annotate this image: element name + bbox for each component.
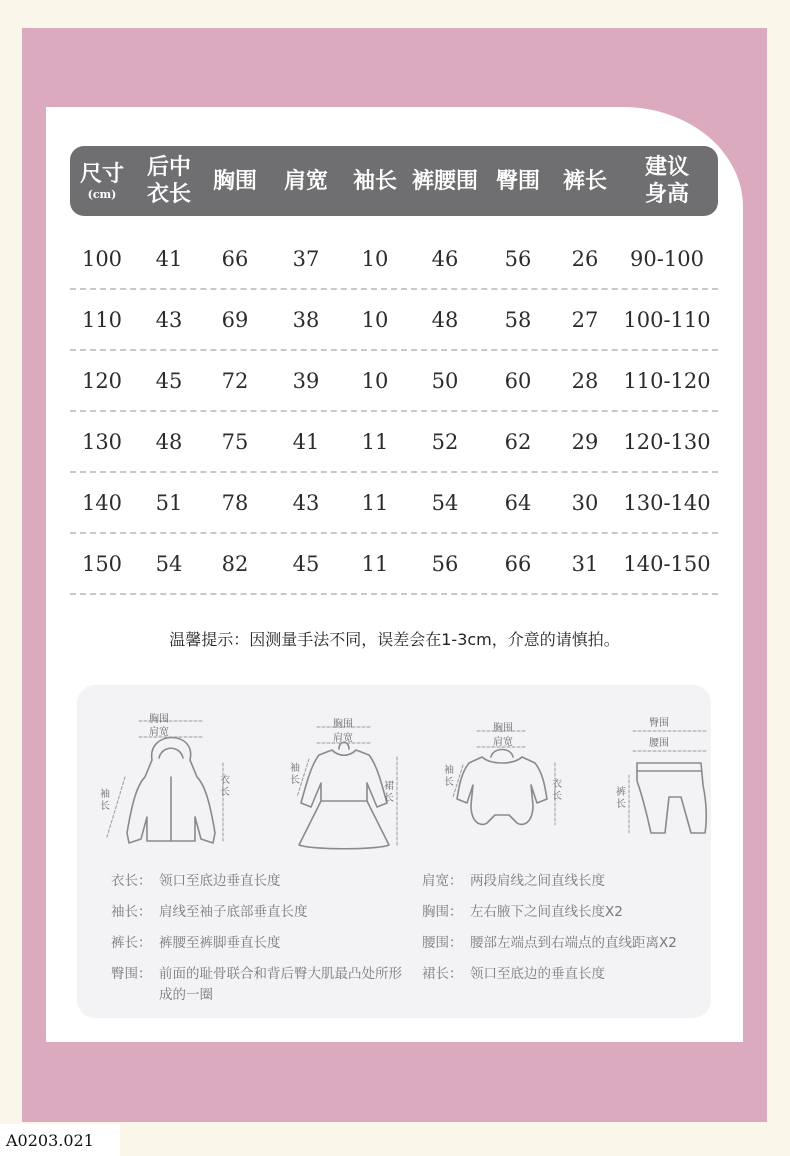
definition-key: 裤长： — [111, 935, 152, 951]
jacket-chest-label: 胸围 — [149, 714, 169, 725]
measurement-guide — [77, 685, 711, 1018]
table-cell: 66 — [221, 246, 249, 271]
table-cell: 11 — [361, 490, 389, 515]
definition-item — [422, 933, 712, 954]
jacket-length-label: 衣长 — [220, 775, 230, 798]
table-cell: 78 — [221, 490, 249, 515]
table-cell: 140 — [81, 490, 123, 515]
table-cell: 100-110 — [623, 307, 711, 332]
table-cell: 39 — [292, 368, 320, 393]
pants-waist-label: 腰围 — [649, 738, 669, 749]
table-cell: 29 — [571, 429, 599, 454]
jacket-sleeve-label: 袖长 — [100, 789, 110, 812]
table-cell: 52 — [431, 429, 459, 454]
table-cell: 10 — [361, 307, 389, 332]
header-size — [64, 146, 140, 216]
table-cell: 58 — [504, 307, 532, 332]
definition-value: 领口至底边的垂直长度 — [470, 966, 605, 982]
header-label: 胸围 — [212, 168, 257, 194]
table-cell: 26 — [571, 246, 599, 271]
definition-key: 衣长： — [111, 873, 152, 889]
table-cell: 31 — [571, 551, 599, 576]
definition-item — [422, 964, 712, 985]
pants-length-label: 裤长 — [616, 787, 626, 810]
header-shoulder — [268, 146, 344, 216]
definition-item — [111, 964, 411, 1006]
romper-sleeve-label: 袖长 — [444, 765, 454, 788]
definition-value: 腰部左端点到右端点的直线距离X2 — [470, 935, 677, 951]
table-cell: 150 — [81, 551, 123, 576]
table-cell: 130 — [81, 429, 123, 454]
definition-key: 臀围： — [111, 966, 152, 982]
table-cell: 54 — [155, 551, 183, 576]
romper-shoulder-label: 肩宽 — [493, 737, 513, 748]
dress-sleeve-label: 袖长 — [290, 763, 300, 786]
definition-value: 两段肩线之间直线长度 — [470, 873, 605, 889]
header-label: 裤长 — [562, 168, 607, 194]
table-cell: 110-120 — [623, 368, 711, 393]
table-cell: 37 — [292, 246, 320, 271]
table-header — [70, 146, 718, 216]
table-cell: 45 — [292, 551, 320, 576]
table-cell: 64 — [504, 490, 532, 515]
definition-item — [422, 871, 712, 892]
table-cell: 54 — [431, 490, 459, 515]
definitions-right — [422, 871, 712, 995]
definition-key: 袖长： — [111, 904, 152, 920]
definition-value: 前面的耻骨联合和背后臀大肌最凸处所形成的一圈 — [159, 966, 402, 1003]
header-back-length — [131, 146, 207, 216]
definition-item — [422, 902, 712, 923]
header-pants-waist — [403, 146, 487, 216]
table-cell: 41 — [292, 429, 320, 454]
pants-hip-label: 臀围 — [649, 718, 669, 729]
size-chart-card — [46, 107, 743, 1042]
table-row — [70, 534, 718, 595]
table-row — [70, 351, 718, 412]
table-cell: 75 — [221, 429, 249, 454]
product-code: A0203.021 — [0, 1124, 120, 1156]
table-cell: 45 — [155, 368, 183, 393]
table-cell: 51 — [155, 490, 183, 515]
table-cell: 41 — [155, 246, 183, 271]
table-row — [70, 290, 718, 351]
header-label: 肩宽 — [283, 168, 328, 194]
table-cell: 140-150 — [623, 551, 711, 576]
dress-chest-label: 胸围 — [333, 719, 353, 730]
jacket-illustration — [127, 738, 215, 844]
table-cell: 100 — [81, 246, 123, 271]
table-cell: 11 — [361, 429, 389, 454]
definition-key: 腰围： — [422, 935, 463, 951]
table-cell: 10 — [361, 368, 389, 393]
table-cell: 90-100 — [630, 246, 704, 271]
header-label: 衣长 — [146, 182, 191, 207]
definition-value: 左右腋下之间直线长度X2 — [470, 904, 623, 920]
header-size-label: 尺寸 — [79, 161, 124, 187]
header-label: 建议 — [644, 155, 689, 180]
table-cell: 130-140 — [623, 490, 711, 515]
table-cell: 28 — [571, 368, 599, 393]
header-label: 臀围 — [495, 168, 540, 194]
table-row — [70, 412, 718, 473]
table-cell: 43 — [292, 490, 320, 515]
header-label: 裤腰围 — [411, 168, 478, 194]
table-cell: 30 — [571, 490, 599, 515]
table-cell: 56 — [431, 551, 459, 576]
table-cell: 50 — [431, 368, 459, 393]
dress-illustration — [299, 742, 389, 849]
table-cell: 60 — [504, 368, 532, 393]
definition-value: 肩线至袖子底部垂直长度 — [159, 904, 308, 920]
definition-item — [111, 871, 411, 892]
definition-item — [111, 933, 411, 954]
romper-length-label: 衣长 — [552, 779, 562, 802]
table-cell: 56 — [504, 246, 532, 271]
header-sleeve — [337, 146, 413, 216]
table-cell: 48 — [155, 429, 183, 454]
header-chest — [197, 146, 273, 216]
definition-value: 领口至底边垂直长度 — [159, 873, 281, 889]
definition-key: 胸围： — [422, 904, 463, 920]
table-cell: 69 — [221, 307, 249, 332]
table-cell: 38 — [292, 307, 320, 332]
definition-value: 裤腰至裤脚垂直长度 — [159, 935, 281, 951]
table-cell: 62 — [504, 429, 532, 454]
table-cell: 72 — [221, 368, 249, 393]
table-cell: 120-130 — [623, 429, 711, 454]
table-cell: 110 — [81, 307, 123, 332]
header-pants-length — [547, 146, 623, 216]
table-cell: 11 — [361, 551, 389, 576]
table-cell: 66 — [504, 551, 532, 576]
header-hip — [480, 146, 556, 216]
table-cell: 43 — [155, 307, 183, 332]
table-cell: 48 — [431, 307, 459, 332]
measurement-note: 温馨提示：因测量手法不同，误差会在1-3cm，介意的请慎拍。 — [169, 630, 620, 649]
definition-item — [111, 902, 411, 923]
definition-key: 肩宽： — [422, 873, 463, 889]
header-label: 袖长 — [352, 168, 397, 194]
romper-chest-label: 胸围 — [493, 723, 513, 734]
table-row — [70, 229, 718, 290]
dress-shoulder-label: 肩宽 — [333, 733, 353, 744]
header-label: 后中 — [146, 155, 191, 180]
header-label: 身高 — [644, 182, 689, 207]
header-height — [629, 146, 705, 216]
pants-illustration — [637, 763, 706, 833]
romper-illustration — [457, 750, 547, 825]
table-cell: 27 — [571, 307, 599, 332]
header-size-unit: (cm) — [87, 187, 117, 201]
table-cell: 46 — [431, 246, 459, 271]
definitions-left — [111, 871, 411, 1016]
jacket-shoulder-label: 肩宽 — [149, 727, 169, 738]
table-cell: 82 — [221, 551, 249, 576]
table-row — [70, 473, 718, 534]
dress-length-label: 裙长 — [384, 781, 394, 804]
table-cell: 10 — [361, 246, 389, 271]
table-body — [70, 229, 718, 595]
definition-key: 裙长： — [422, 966, 463, 982]
table-cell: 120 — [81, 368, 123, 393]
